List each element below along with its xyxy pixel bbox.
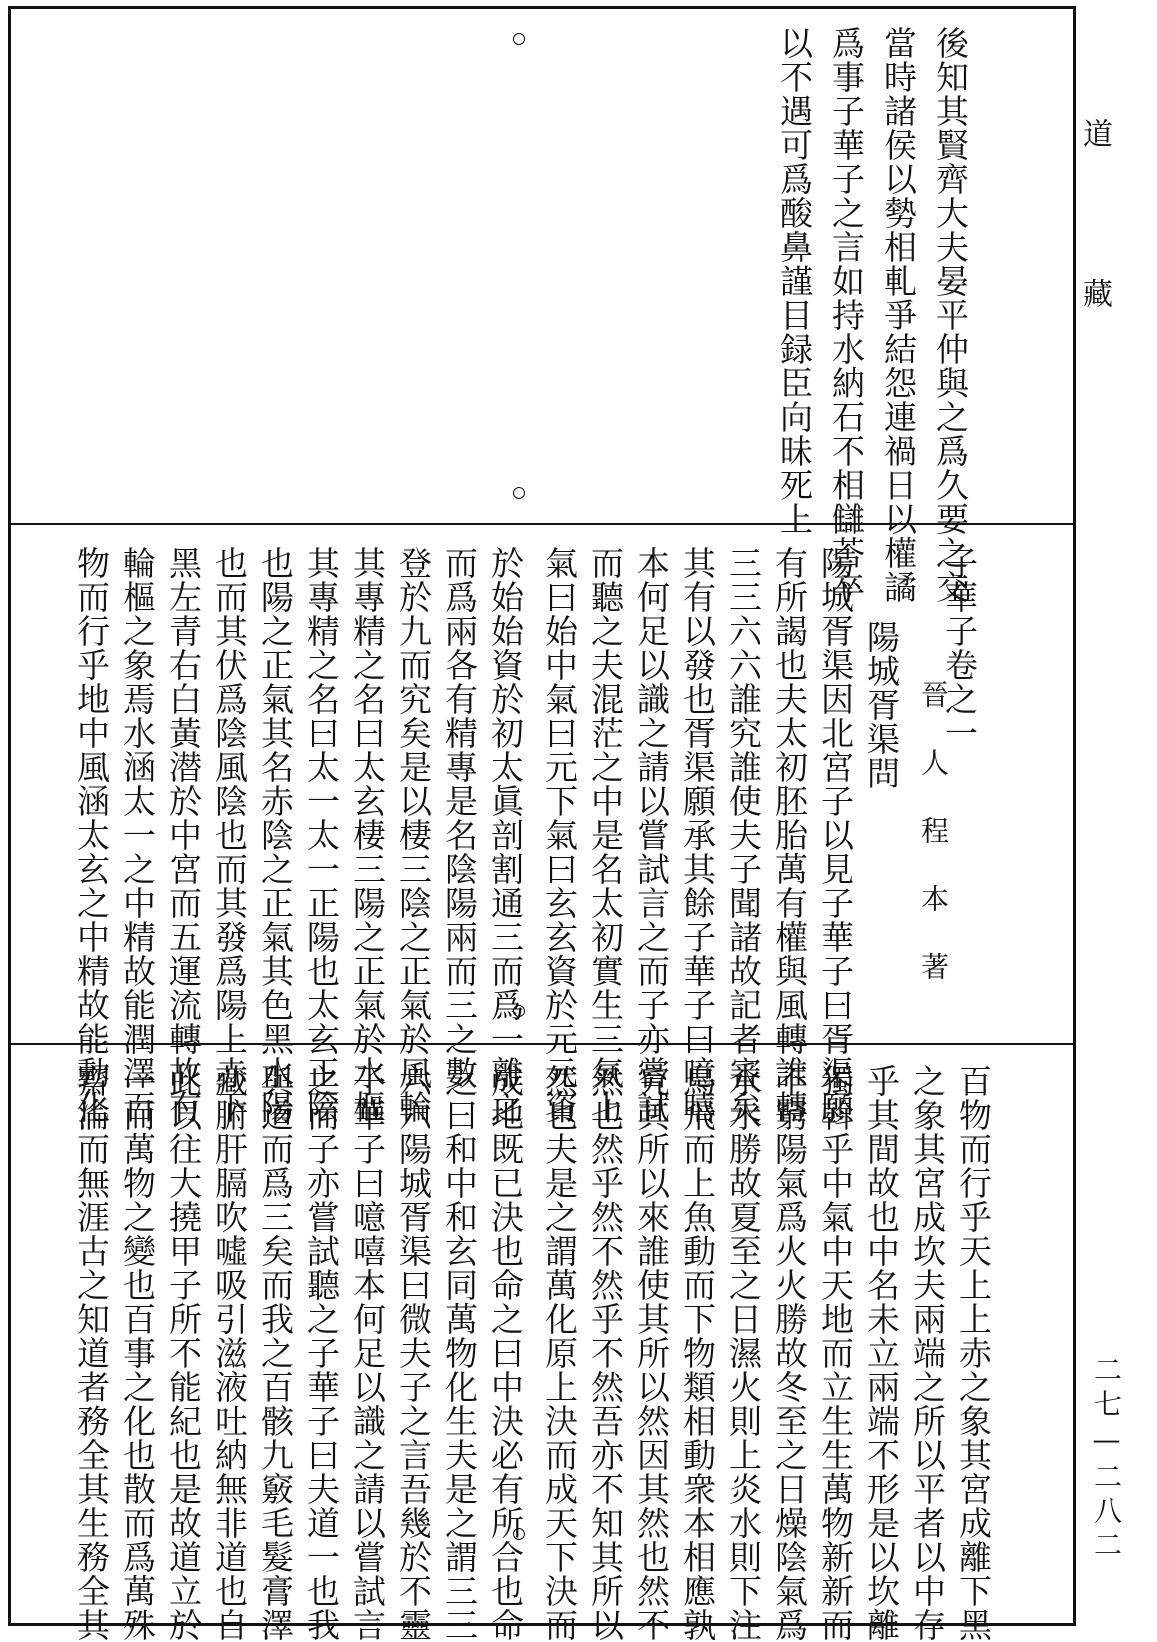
text-column: 鳥飛而上魚動而下物類相動衆本相應孰 — [678, 1064, 717, 1642]
text-column: 於始始資於初太眞剖割通三而爲一離之 — [486, 546, 525, 1124]
text-column: 乎其間故也中名未立兩端不形是以坎離 — [862, 1064, 901, 1642]
text-column: 本何足以識之請以嘗試言之而子亦嘗試 — [632, 546, 671, 1124]
text-column: 而聽之夫混茫之中是名太初實生三氣上 — [586, 546, 625, 1124]
text-column: 六六陽城胥渠曰微夫子之言吾幾於不靈 — [394, 1064, 433, 1642]
text-column: 之而子亦嘗試聽之子華子曰夫道一也我 — [302, 1064, 341, 1642]
text-column: 其有以發也胥渠願承其餘子華子曰噫嘻 — [678, 546, 717, 1124]
volume-title: 子華子卷之一 — [940, 546, 979, 750]
text-column: 也而其伏爲陰風陰也而其發爲陽上赤下 — [210, 546, 249, 1124]
text-column: 藏腑肝膈吹噓吸引滋液吐納無非道也自 — [210, 1064, 249, 1642]
text-column: 百物而行乎天上上赤之象其宮成離下黑 — [954, 1064, 993, 1642]
text-column: 輪樞之象焉水涵太一之中精故能潤澤百 — [118, 546, 157, 1124]
text-column: 登於九而究矣是以棲三陰之正氣於風輪 — [394, 546, 433, 1124]
author-line: 晉 人 程 本 著 — [917, 680, 950, 986]
text-column: 之曰和中和玄同萬物化生夫是之謂三三 — [440, 1064, 479, 1642]
text-column: 陽城胥渠因北宮子以見子華子曰胥渠願 — [816, 546, 855, 1124]
text-column: 爲事子華子之言如持水納石不相讎荅卒 — [827, 26, 866, 604]
text-column: 然也然乎然不然乎不然吾亦不知其所以 — [586, 1064, 625, 1642]
page-number: 二七—二八二 — [1090, 1355, 1123, 1564]
text-column: 其專精之名曰太玄棲三陽之正氣於水樞 — [348, 546, 387, 1124]
text-column: 黑左青右白黃潜於中宮而五運流轉故有 — [164, 546, 203, 1124]
text-column: 此以往大撓甲子所不能紀也是故道立於 — [164, 1064, 203, 1642]
text-column: 物而行乎地中風涵太玄之中精故能動化 — [72, 546, 111, 1124]
text-column: 齋淪而無涯古之知道者務全其生務全其 — [72, 1064, 111, 1642]
text-column: 之象其宮成坎夫兩端之所以平者以中存 — [908, 1064, 947, 1642]
text-column: 獨斡乎中氣中天地而立生生萬物新新而 — [816, 1064, 855, 1642]
text-column: 成地既已決也命之曰中決必有所合也命 — [486, 1064, 525, 1642]
text-column: 氣曰始中氣曰元下氣曰玄玄資於元元資 — [540, 546, 579, 1124]
text-column: 不窮陽氣爲火火勝故冬至之日燥陰氣爲 — [770, 1064, 809, 1642]
text-column: 後知其賢齊大夫晏平仲與之爲久要之交 — [931, 26, 970, 604]
text-column: 一而萬物之變也百事之化也散而爲萬殊 — [118, 1064, 157, 1642]
text-column: 有所謁也夫太初胚胎萬有權與風轉誰轉 — [770, 546, 809, 1124]
text-column: 與道而爲三矣而我之百骸九竅毛髮膏澤 — [256, 1064, 295, 1642]
margin-label-top: 道 — [1077, 118, 1112, 148]
text-column: 其專精之名曰太一太一正陽也太玄正陰 — [302, 546, 341, 1124]
text-column: 三三六六誰究誰使夫子聞諸故記者審矣 — [724, 546, 763, 1124]
text-column: 水水勝故夏至之日濕火則上炎水則下注 — [724, 1064, 763, 1642]
binding-circle — [513, 33, 525, 45]
text-column: 子華子曰噫嘻本何足以識之請以嘗試言 — [348, 1064, 387, 1642]
binding-circle — [513, 487, 525, 499]
text-column: 以不遇可爲酸鼻謹目録臣向昧死上 — [775, 26, 814, 536]
text-column: 當時諸侯以勢相軋爭結怨連禍日以權譎 — [879, 26, 918, 604]
text-column: 而爲兩各有精專是名陰陽兩而三之數 — [440, 546, 479, 1090]
margin-label-bottom: 藏 — [1077, 278, 1112, 308]
text-column: 然也夫是之謂萬化原上決而成天下決而 — [540, 1064, 579, 1642]
chapter-title: 陽城胥渠問 — [862, 620, 901, 790]
text-column: 究其所以來誰使其所以然因其然也然不 — [632, 1064, 671, 1642]
text-column: 也陽之正氣其名赤陰之正氣其色黑水陽 — [256, 546, 295, 1124]
